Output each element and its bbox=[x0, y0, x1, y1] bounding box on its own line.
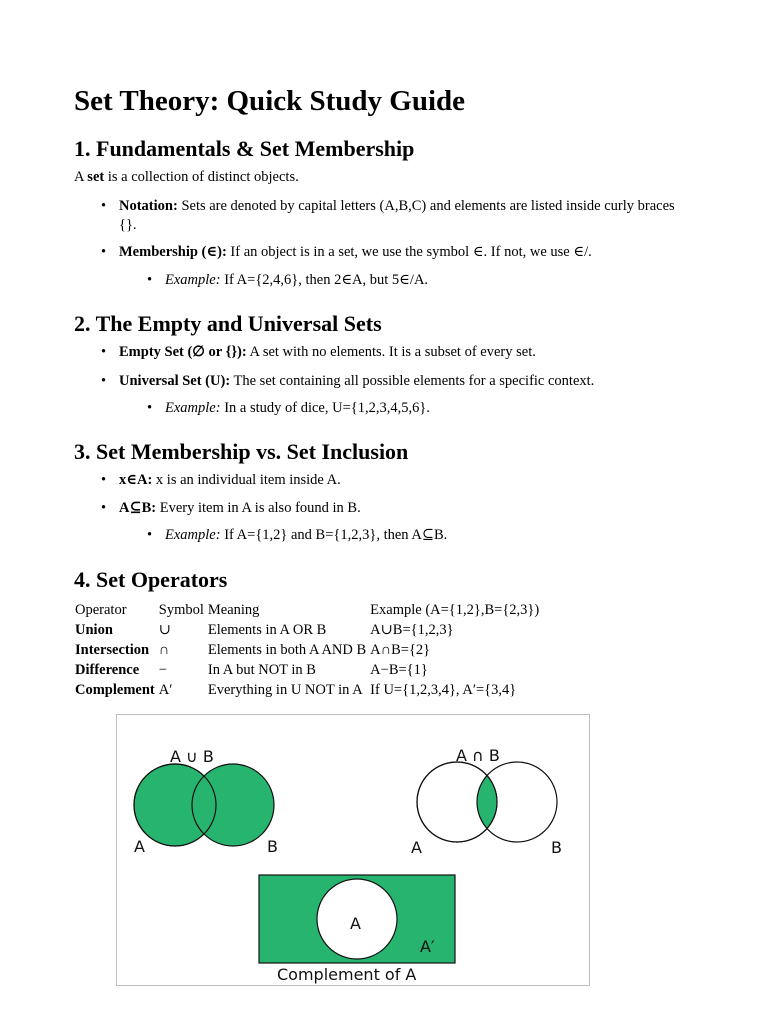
operator-name: Union bbox=[75, 622, 113, 638]
list-item bbox=[119, 372, 679, 391]
table-cell: In A but NOT in B bbox=[207, 662, 316, 678]
bullet-text: A set with no elements. It is a subset of every set. bbox=[246, 344, 536, 360]
section-1-intro bbox=[74, 168, 299, 187]
union-set-b-label: B bbox=[267, 837, 278, 856]
bullet-text: Every item in A is also found in B. bbox=[156, 500, 361, 516]
example-label: Example: bbox=[165, 272, 221, 288]
table-cell bbox=[74, 620, 158, 640]
bullet-label: Notation: bbox=[119, 198, 178, 214]
section-2-heading: 2. The Empty and Universal Sets bbox=[74, 311, 382, 336]
table-cell: ∩ bbox=[158, 642, 170, 658]
bullet-label: A⊆B: bbox=[119, 500, 157, 516]
sub-list-item bbox=[165, 399, 685, 418]
list-item bbox=[119, 343, 679, 362]
operator-name: Difference bbox=[75, 662, 140, 678]
example-label: Example: bbox=[165, 527, 221, 543]
list-item bbox=[119, 243, 679, 262]
complement-symbol: A′ bbox=[420, 937, 435, 956]
table-cell: − bbox=[158, 662, 167, 678]
union-label: A ∪ B bbox=[170, 747, 214, 766]
table-cell bbox=[74, 680, 158, 700]
intersection-set-b-label: B bbox=[551, 838, 562, 857]
table-row bbox=[74, 680, 542, 700]
table-cell: A′ bbox=[158, 682, 173, 698]
bullet-label: x∈A: bbox=[119, 472, 153, 488]
complement-set-a-label: A bbox=[350, 914, 361, 933]
bullet-label: Membership (∈): bbox=[119, 244, 227, 260]
table-cell: A−B={1} bbox=[370, 662, 428, 678]
venn-diagram bbox=[117, 715, 589, 985]
sub-list-item bbox=[165, 526, 685, 545]
example-label: Example: bbox=[165, 400, 221, 416]
bullet-label: Empty Set (∅ or {}): bbox=[119, 344, 247, 360]
section-3-heading: 3. Set Membership vs. Set Inclusion bbox=[74, 439, 409, 464]
table-cell bbox=[74, 660, 158, 680]
intersection-label: A ∩ B bbox=[456, 746, 500, 765]
operator-name: Complement bbox=[75, 682, 155, 698]
operator-name: Intersection bbox=[75, 642, 150, 658]
section-1-heading: 1. Fundamentals & Set Membership bbox=[74, 136, 415, 161]
table-header-cell: Meaning bbox=[207, 602, 260, 618]
union-set-a-label: A bbox=[134, 837, 145, 856]
intersection-set-a-label: A bbox=[411, 838, 422, 857]
intro-bold: set bbox=[87, 169, 105, 185]
bullet-text: If an object is in a set, we use the symbol ∈. If not, we use ∈/. bbox=[226, 244, 592, 260]
table-cell: If U={1,2,3,4}, A′={3,4} bbox=[370, 682, 517, 698]
table-cell: ∪ bbox=[158, 622, 171, 638]
table-cell: Elements in both A AND B bbox=[207, 642, 367, 658]
table-cell bbox=[74, 640, 158, 660]
example-text: If A={1,2} and B={1,2,3}, then A⊆B. bbox=[220, 527, 448, 543]
bullet-text: The set containing all possible elements for a specific context. bbox=[230, 373, 595, 389]
list-item bbox=[119, 197, 679, 235]
table-cell: A∩B={2} bbox=[370, 642, 431, 658]
page-title: Set Theory: Quick Study Guide bbox=[74, 85, 466, 117]
table-row bbox=[74, 660, 542, 680]
table-header-row bbox=[74, 600, 542, 620]
bullet-text: x is an individual item inside A. bbox=[152, 472, 341, 488]
example-text: In a study of dice, U={1,2,3,4,5,6}. bbox=[220, 400, 430, 416]
intro-pre: A bbox=[74, 169, 88, 185]
table-cell: Elements in A OR B bbox=[207, 622, 327, 638]
operators-table bbox=[74, 600, 542, 700]
list-item bbox=[119, 471, 679, 490]
sub-list-item bbox=[165, 271, 685, 290]
table-row bbox=[74, 620, 542, 640]
list-item bbox=[119, 499, 679, 518]
table-header-cell: Example (A={1,2},B={2,3}) bbox=[370, 602, 540, 618]
example-text: If A={2,4,6}, then 2∈A, but 5∈/A. bbox=[220, 272, 429, 288]
section-4-heading: 4. Set Operators bbox=[74, 567, 228, 592]
complement-caption: Complement of A bbox=[277, 965, 417, 984]
bullet-text: Sets are denoted by capital letters (A,B,C) and elements are listed inside curly braces {}. bbox=[119, 198, 675, 233]
table-row bbox=[74, 640, 542, 660]
table-header-cell: Symbol bbox=[158, 602, 204, 618]
table-header-cell: Operator bbox=[75, 602, 127, 618]
venn-diagram-figure bbox=[116, 714, 590, 986]
table-cell: Everything in U NOT in A bbox=[207, 682, 363, 698]
intro-post: is a collection of distinct objects. bbox=[104, 169, 299, 185]
bullet-label: Universal Set (U): bbox=[119, 373, 231, 389]
table-cell: A∪B={1,2,3} bbox=[370, 622, 454, 638]
